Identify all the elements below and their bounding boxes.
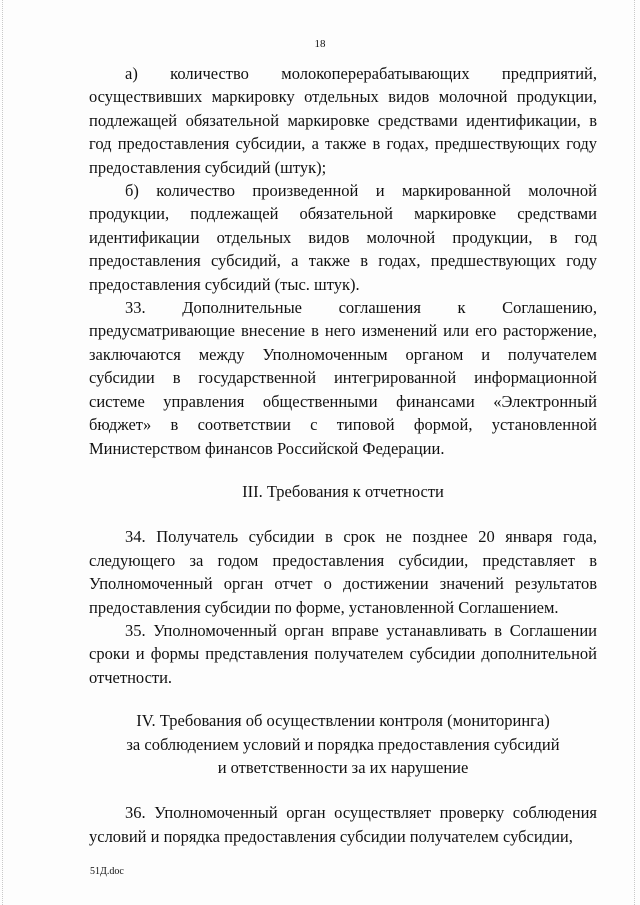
section-heading-4-line-3: и ответственности за их нарушение bbox=[217, 757, 469, 777]
paragraph-35: 35. Уполномоченный орган вправе устанавливать в Соглашении сроки и формы представления получателем субсидии дополнительной отчетности. bbox=[89, 620, 597, 687]
paragraph-36: 36. Уполномоченный орган осуществляет проверку соблюдения условий и порядка предоставления субсидии получателем субсидии, bbox=[89, 803, 597, 846]
paragraph-b: б) количество произведенной и маркированной молочной продукции, подлежащей обязательной маркировке средствами идентификации отдельных видов молочной продукции, в год предоставления субсидий, а также в годах, предшествующих году предоставления субсидий (тыс. штук). bbox=[89, 181, 597, 294]
section-heading-3: III. Требования к отчетности bbox=[242, 481, 444, 501]
file-name-footer: 51Д.doc bbox=[90, 866, 124, 877]
scan-edge-right bbox=[634, 0, 638, 905]
paragraph-33: 33. Дополнительные соглашения к Соглашению, предусматривающие внесение в него изменений или его расторжение, заключаются между Уполномоченным органом и получателем субсидии в государственной интегрированной информационной системе управления общественными финансами «Электронный бюджет» в соответствии с типовой формой, установленной Министерством финансов Российской Федерации. bbox=[89, 298, 597, 458]
section-heading-4-line-2: за соблюдением условий и порядка предоставления субсидий bbox=[126, 734, 560, 754]
document-body bbox=[89, 62, 597, 848]
paragraph-34: 34. Получатель субсидии в срок не позднее 20 января года, следующего за годом предоставления субсидии, представляет в Уполномоченный орган отчет о достижении значений результатов предоставления субсидии по форме, установленной Соглашением. bbox=[89, 527, 597, 617]
page-number: 18 bbox=[314, 38, 326, 50]
section-heading-4 bbox=[89, 709, 597, 779]
section-heading-4-line-1: IV. Требования об осуществлении контроля (мониторинга) bbox=[136, 711, 550, 731]
scan-edge-left bbox=[2, 0, 6, 905]
paragraph-a: а) количество молокоперерабатывающих предприятий, осуществивших маркировку отдельных видов молочной продукции, подлежащей обязательной маркировке средствами идентификации, в год предоставления субсидии, а также в годах, предшествующих году предоставления субсидий (штук); bbox=[89, 64, 597, 177]
